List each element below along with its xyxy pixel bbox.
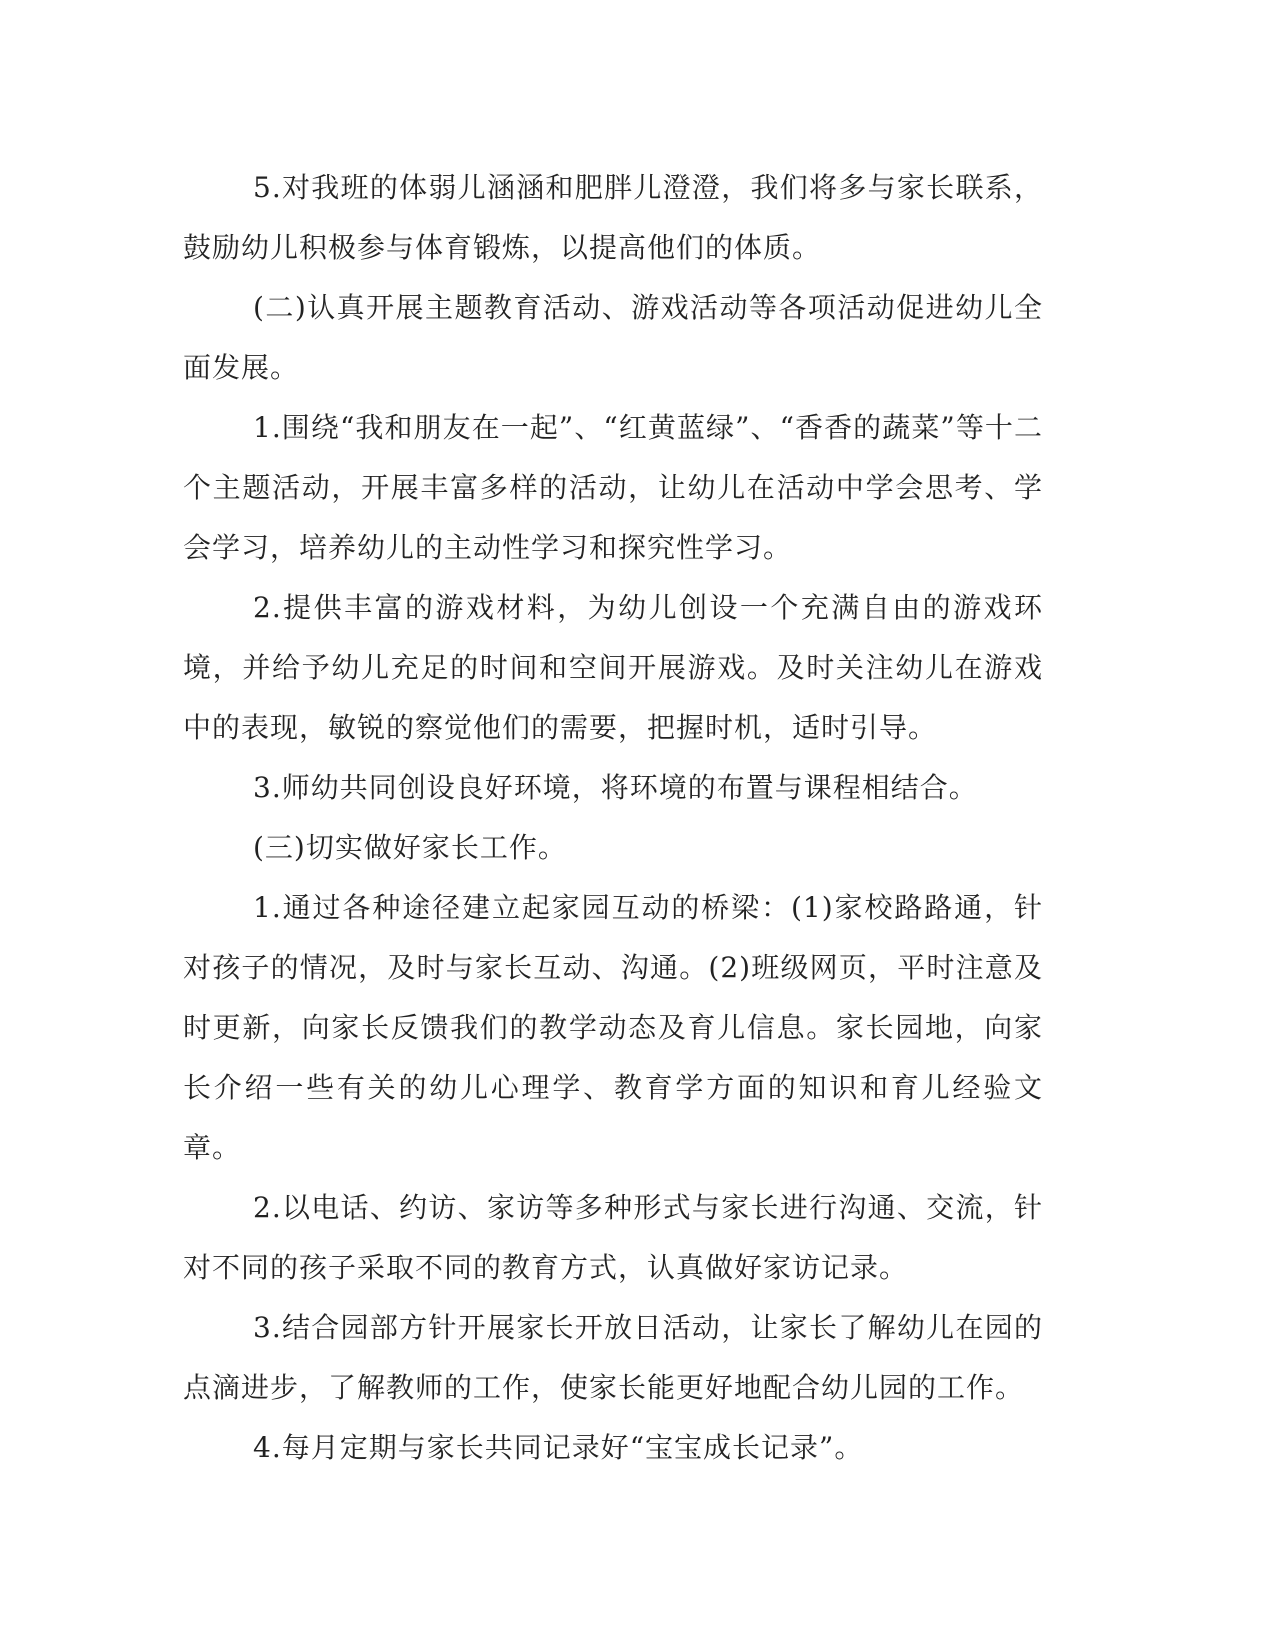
paragraph-item-2-games: 2.提供丰富的游戏材料，为幼儿创设一个充满自由的游戏环境，并给予幼儿充足的时间和空间开展游戏。及时关注幼儿在游戏中的表现，敏锐的察觉他们的需要，把握时机，适时引导。: [183, 591, 1043, 744]
paragraph-item-1-themes: 1.围绕“我和朋友在一起”、“红黄蓝绿”、“香香的蔬菜”等十二个主题活动，开展丰富多样的活动，让幼儿在活动中学会思考、学会学习，培养幼儿的主动性学习和探究性学习。: [183, 411, 1043, 564]
section-heading-2: (二)认真开展主题教育活动、游戏活动等各项活动促进幼儿全面发展。: [183, 291, 1043, 384]
paragraph-item-3-environment: 3.师幼共同创设良好环境，将环境的布置与课程相结合。: [253, 771, 978, 804]
paragraph-item-1-bridges: 1.通过各种途径建立起家园互动的桥梁：(1)家校路路通，针对孩子的情况，及时与家长互动、沟通。(2)班级网页，平时注意及时更新，向家长反馈我们的教学动态及育儿信息。家长园地，向家长介绍一些有关的幼儿心理学、教育学方面的知识和育儿经验文章。: [183, 891, 1043, 1164]
section-heading-3: (三)切实做好家长工作。: [253, 831, 567, 864]
paragraph-item-4-records: 4.每月定期与家长共同记录好“宝宝成长记录”。: [253, 1431, 864, 1464]
paragraph-item-2-communication: 2.以电话、约访、家访等多种形式与家长进行沟通、交流，针对不同的孩子采取不同的教育方式，认真做好家访记录。: [183, 1191, 1043, 1284]
paragraph-item-5-health: 5.对我班的体弱儿涵涵和肥胖儿澄澄，我们将多与家长联系，鼓励幼儿积极参与体育锻炼，以提高他们的体质。: [183, 171, 1043, 264]
document-body: [183, 158, 1043, 1478]
paragraph-item-3-open-day: 3.结合园部方针开展家长开放日活动，让家长了解幼儿在园的点滴进步，了解教师的工作，使家长能更好地配合幼儿园的工作。: [183, 1311, 1043, 1404]
